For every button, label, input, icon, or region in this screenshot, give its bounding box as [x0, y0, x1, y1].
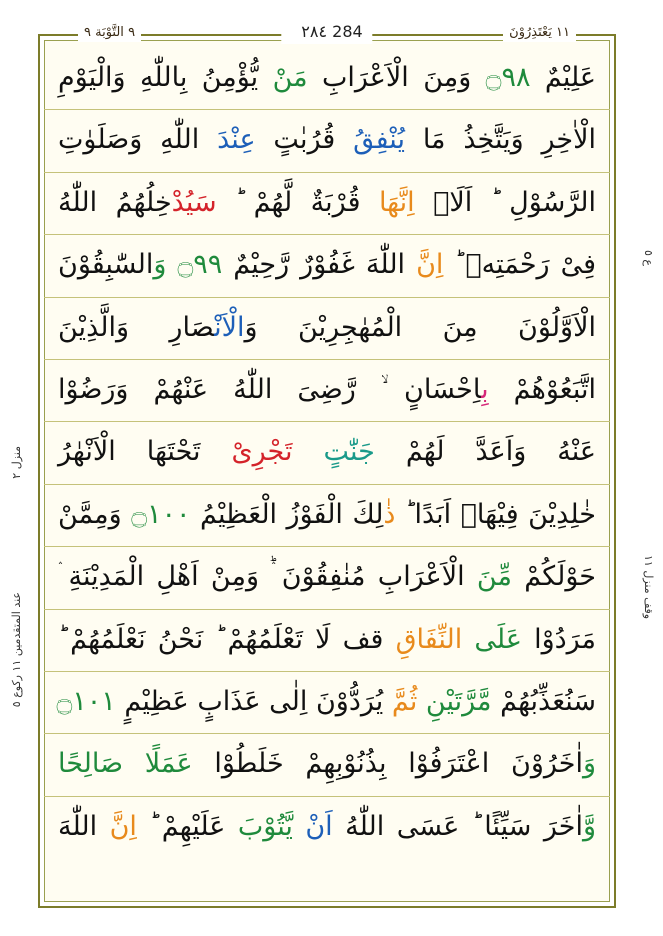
text-line [44, 298, 610, 360]
verse-segment: اِنَّ [405, 249, 444, 281]
text-line [44, 797, 610, 859]
text-line [44, 110, 610, 172]
verse-segment: قف لَا تَعْلَمُهُمْ ؕ نَحْنُ نَعْلَمُهُمْ ؕ [58, 623, 384, 655]
verse-segment: سَنُعَذِّبُهُمْ [491, 685, 596, 717]
verse-segment: جَنّٰتٍ [292, 436, 375, 468]
verse-segment: عِنْدَ [199, 124, 256, 156]
verse-segment: اِنَّ [97, 810, 137, 842]
verse-segment: خٰلِدِيْنَ فِيْهَاۤ اَبَدًا ؕ [395, 498, 596, 530]
verse-segment: اللّٰهَ [58, 810, 98, 842]
text-line [44, 235, 610, 297]
text-line [44, 672, 610, 734]
ruku-marker: ع ٥ [642, 250, 655, 266]
verse-segment: ۝٩٨ [471, 62, 531, 93]
verse-segment: قُرْبَةٌ لَّهُمْ ؕ [216, 186, 361, 218]
verse-segment: قُرُبٰتٍ [255, 124, 336, 156]
text-line [44, 734, 610, 796]
verse-segment: اللّٰهِ وَصَلَوٰتِ [58, 124, 200, 156]
surah-label: ٩ التَّوْبَة ٩ [78, 24, 141, 42]
verse-segment: مَنْ [258, 62, 308, 93]
verse-segment: وَ [582, 748, 597, 780]
verse-segment: تَجْرِیْ [200, 436, 293, 468]
verse-segment: سَيُدْ [171, 186, 217, 218]
verse-segment: مِّنَ [464, 561, 512, 593]
verse-segment: مَرَدُوْا [521, 623, 596, 655]
verse-segment: ۝٩٩ [166, 249, 223, 281]
verse-segment: يُنْفِقُ [335, 124, 405, 156]
verse-segment: عَنْهُ وَاَعَدَّ لَهُمْ [374, 436, 596, 468]
verse-segment: ۝١٠١ [56, 685, 116, 717]
text-line [44, 48, 610, 110]
verse-segment: لِكَ الْفَوْزُ الْعَظِيْمُ [190, 498, 384, 530]
verse-segment: فِیْ رَحْمَتِهٖ ؕ [443, 249, 596, 281]
quran-text-lines [44, 48, 610, 859]
text-line [44, 173, 610, 235]
verse-segment: وَمِمَّنْ [58, 498, 122, 530]
verse-segment: اٰخَرُوْنَ اعْتَرَفُوْا بِذُنُوْبِهِمْ خَلَطُوْا [192, 748, 583, 780]
text-line [44, 485, 610, 547]
verse-segment: بِ [481, 373, 489, 405]
verse-segment: وَ [153, 249, 167, 281]
verse-segment: الْاَوَّلُوْنَ مِنَ الْمُهٰجِرِيْنَ وَ [244, 311, 596, 343]
verse-segment: عَلِيْمٌ [530, 62, 597, 93]
verse-segment: الْاَنْ [214, 311, 245, 343]
verse-segment: صَارِ وَالَّذِيْنَ [58, 311, 215, 343]
verse-segment: ثُمَّ [383, 685, 418, 717]
verse-segment: ذٰ [383, 498, 396, 530]
verse-segment: الرَّسُوْلِ ؕ اَلَاۤ [414, 186, 596, 218]
verse-segment: يُّؤْمِنُ بِاللّٰهِ وَالْيَوْمِ [58, 62, 259, 93]
verse-segment: الْاٰخِرِ وَيَتَّخِذُ مَا [404, 124, 597, 156]
verse-segment: السّٰبِقُوْنَ [58, 249, 154, 281]
manzil-marker: منزل ٢ [10, 446, 23, 479]
verse-segment: اِحْسَانٍ ۙ رَّضِیَ اللّٰهُ عَنْهُمْ وَرَضُوْا [58, 373, 482, 405]
verse-segment: اٰخَرَ سَيِّئًا ؕ عَسَی اللّٰهُ [332, 810, 583, 842]
verse-segment: اتَّبَعُوْهُمْ [488, 373, 596, 405]
waqf-note: وقف منزل ١١ [642, 555, 655, 620]
verse-segment: عَلَيْهِمْ ؕ [136, 810, 226, 842]
verse-segment: وَّ [582, 810, 596, 842]
verse-segment: وَمِنَ الْاَعْرَابِ [307, 62, 472, 93]
page-number [281, 20, 372, 44]
verse-segment: حَوْلَكُمْ [511, 561, 596, 593]
verse-segment: يَّتُوْبَ [225, 810, 293, 842]
ruku-note: عند المتقدمين ١١ رکوع ٥ [10, 592, 23, 708]
page-header [38, 20, 616, 46]
verse-segment: عَمَلًا صَالِحًا [58, 748, 193, 780]
verse-segment: اِنَّهَا [360, 186, 415, 218]
page-number-arabic: ٢٨٤ [301, 22, 328, 41]
para-label: ١١ يَعْتَذِرُوْنَ [503, 24, 576, 42]
verse-segment: خِلُهُمُ اللّٰهُ [58, 186, 172, 218]
verse-segment: الْاَعْرَابِ مُنٰفِقُوْنَ ۛؕ وَمِنْ اَهْلِ الْمَدِيْنَةِ ۛ [58, 561, 465, 593]
verse-segment: اَنْ [292, 810, 333, 842]
verse-segment: ۝١٠٠ [121, 498, 191, 530]
verse-segment: اللّٰهَ غَفُوْرٌ رَّحِيْمٌ [222, 249, 406, 281]
verse-segment: تَحْتَهَا الْاَنْهٰرُ [58, 436, 201, 468]
verse-segment: مَّرَّتَيْنِ [417, 685, 492, 717]
text-line [44, 547, 610, 609]
page-number-latin: 284 [332, 22, 363, 41]
verse-segment: عَلَی [462, 623, 522, 655]
verse-segment: النِّفَاقِ [383, 623, 463, 655]
text-line [44, 360, 610, 422]
verse-segment: يُرَدُّوْنَ اِلٰی عَذَابٍ عَظِيْمٍ [115, 685, 384, 717]
text-line [44, 610, 610, 672]
text-line [44, 422, 610, 484]
